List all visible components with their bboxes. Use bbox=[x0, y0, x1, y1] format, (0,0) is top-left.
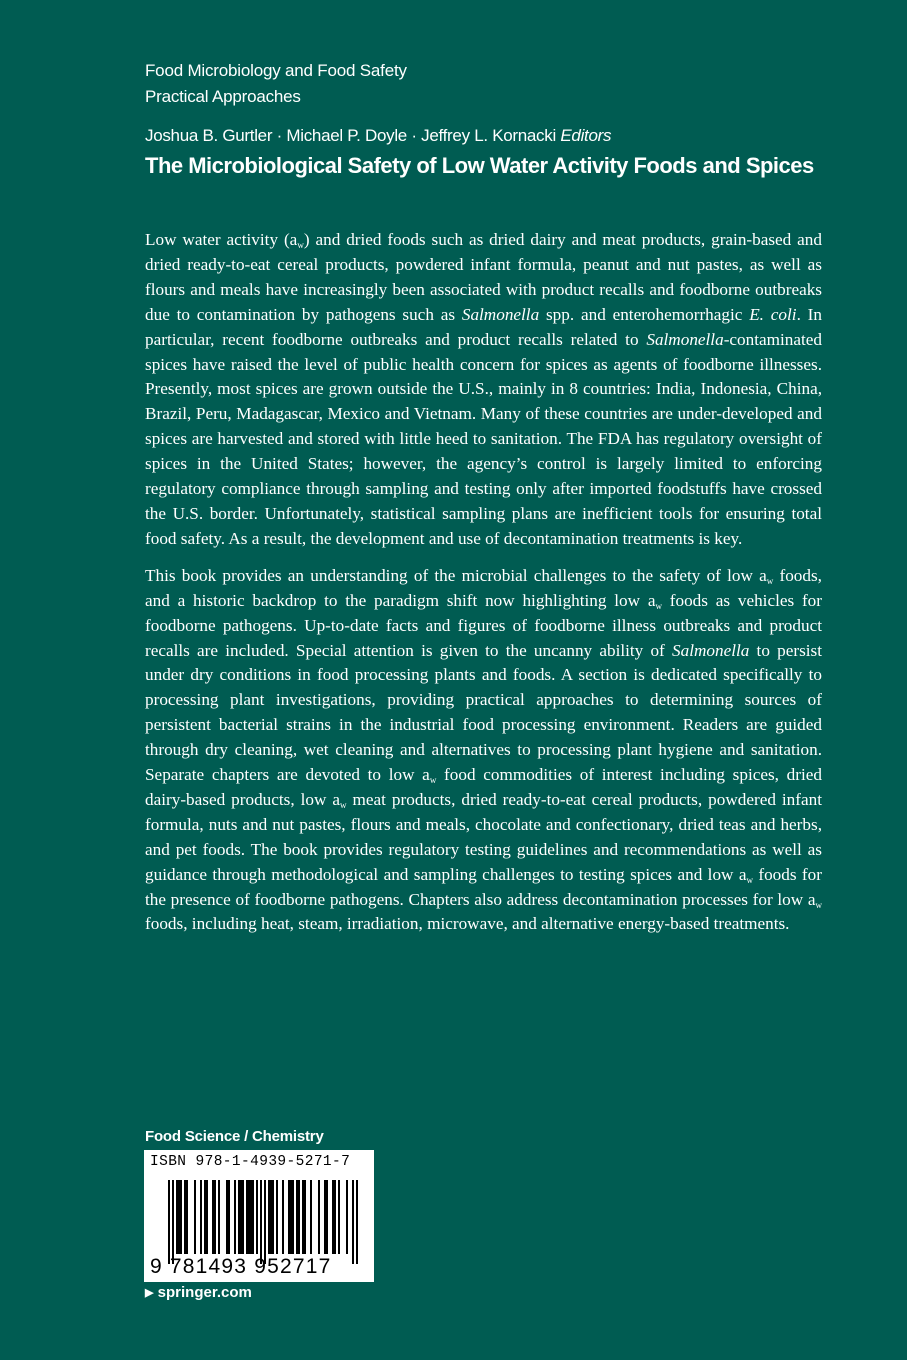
series-subtitle: Practical Approaches bbox=[145, 87, 301, 106]
barcode-bar bbox=[268, 1180, 270, 1254]
subscript: w bbox=[746, 874, 753, 885]
barcode-bar bbox=[256, 1180, 258, 1254]
barcode-bar bbox=[338, 1180, 340, 1254]
editors-role: Editors bbox=[560, 126, 612, 145]
barcode-bar bbox=[228, 1180, 230, 1254]
barcode-bar bbox=[324, 1180, 326, 1254]
barcode-bar bbox=[200, 1180, 202, 1254]
barcode-bar bbox=[250, 1180, 252, 1254]
barcode-bar bbox=[264, 1180, 266, 1264]
barcode-bar bbox=[352, 1180, 354, 1264]
barcode-bar bbox=[270, 1180, 272, 1254]
barcode-bar bbox=[168, 1180, 170, 1264]
barcode-bar bbox=[180, 1180, 182, 1254]
barcode-bar bbox=[194, 1180, 196, 1254]
barcode-bar bbox=[260, 1180, 262, 1264]
barcode-bar bbox=[296, 1180, 298, 1254]
barcode-bar bbox=[282, 1180, 284, 1254]
barcode-bar bbox=[304, 1180, 306, 1254]
barcode-bar bbox=[292, 1180, 294, 1254]
barcode-bar bbox=[176, 1180, 178, 1254]
italic-term: Salmonella bbox=[672, 640, 750, 660]
blurb-paragraph-1: Low water activity $(a_w)$ and dried foods such as dried dairy and meat products, grain-based and dried ready-to-eat cereal products, powdered infant formula, peanut and nut pastes, as well as flours and meals have increasingly been associated with product recalls and foodborne outbreaks due to contamination by pathogens such as Salmonella spp. and enterohemorrhagic E. coli. In particular, recent foodborne outbreaks and product recalls related to Salmonella-contaminated spices have raised the level of public health concern for spices as agents of foodborne illnesses. Presently, most spices are grown outside the U.S., mainly in 8 countries: India, Indonesia, China, Brazil, Peru, Madagascar, Mexico and Vietnam. Many of these countries are under-developed and spices are harvested and stored with little heed to sanitation. The FDA has regulatory oversight of spices in the United States; however, the agency’s control is largely limited to enforcing regulatory compliance through sampling and testing only after imported foodstuffs have crossed the U.S. border. Unfortunately, statistical sampling plans are inefficient tools for ensuring total food safety. As a result, the development and use of decontamination treatments is key. bbox=[145, 230, 822, 548]
barcode-bar bbox=[214, 1180, 216, 1254]
italic-term: Salmonella bbox=[646, 329, 724, 349]
editor-names: Joshua B. Gurtler · Michael P. Doyle · Jeffrey L. Kornacki bbox=[145, 126, 556, 145]
barcode-bar bbox=[334, 1180, 336, 1254]
barcode-bar bbox=[184, 1180, 186, 1254]
barcode-bar bbox=[206, 1180, 208, 1254]
series-title: Food Microbiology and Food Safety bbox=[145, 61, 407, 80]
subscript: w bbox=[655, 600, 662, 611]
barcode-bar bbox=[172, 1180, 174, 1264]
barcode-digits: 9 781493 952717 bbox=[150, 1255, 332, 1278]
barcode-bar bbox=[178, 1180, 180, 1254]
barcode-bar bbox=[298, 1180, 300, 1254]
barcode-bar bbox=[246, 1180, 248, 1254]
barcode-bar bbox=[346, 1180, 348, 1254]
barcode-bar bbox=[290, 1180, 292, 1254]
barcode-bar bbox=[310, 1180, 312, 1254]
arrow-right-icon: ▶ bbox=[145, 1287, 154, 1299]
barcode-bar bbox=[226, 1180, 228, 1254]
barcode-bar bbox=[252, 1180, 254, 1254]
barcode-bar bbox=[332, 1180, 334, 1254]
barcode-bar bbox=[238, 1180, 240, 1254]
subscript: w bbox=[815, 899, 822, 910]
barcode-bar bbox=[318, 1180, 320, 1254]
italic-term: E. coli bbox=[749, 304, 797, 324]
barcode-bar bbox=[186, 1180, 188, 1254]
publisher-link[interactable] bbox=[145, 1283, 252, 1303]
barcode-bar bbox=[240, 1180, 242, 1254]
barcode-bar bbox=[272, 1180, 274, 1254]
italic-term: Salmonella bbox=[461, 304, 540, 324]
back-cover-blurb bbox=[145, 228, 822, 937]
barcode-bar bbox=[356, 1180, 358, 1264]
subscript: w bbox=[429, 775, 437, 786]
series-block bbox=[145, 58, 407, 110]
publisher-url: springer.com bbox=[157, 1284, 252, 1301]
isbn-label: ISBN 978-1-4939-5271-7 bbox=[150, 1154, 351, 1170]
blurb-paragraph-2: This book provides an understanding of the microbial challenges to the safety of low $a_w$ foods, and a historic backdrop to the paradigm shift now highlighting low $a_w$ foods as vehicles for foodborne pathogens. Up-to-date facts and figures of foodborne illness outbreaks and product recalls are included. Special attention is given to the uncanny ability of Salmonella to persist under dry conditions in food processing plants and foods. A section is dedicated specifically to processing plant investigations, providing practical approaches to determining sources of persistent bacterial strains in the industrial food processing environment. Readers are guided through dry cleaning, wet cleaning and alternatives to processing plant hygiene and sanitation. Separate chapters are devoted to low $a_w$ food commodities of interest including spices, dried dairy-based products, low $a_w$ meat products, dried ready-to-eat cereal products, powdered infant formula, nuts and nut pastes, flours and meals, chocolate and confectionary, dried teas and herbs, and pet foods. The book provides regulatory testing guidelines and recommendations as well as guidance through methodological and sampling challenges to testing spices and low $a_w$ foods for the presence of foodborne pathogens. Chapters also address decontamination processes for low $a_w$ foods, including heat, steam, irradiation, microwave, and alternative energy-based treatments. bbox=[145, 565, 822, 934]
barcode-bar bbox=[276, 1180, 278, 1254]
subscript: w bbox=[766, 575, 774, 586]
barcode-bar bbox=[204, 1180, 206, 1254]
subscript: w bbox=[340, 799, 347, 810]
barcode-bar bbox=[242, 1180, 244, 1254]
barcode-bar bbox=[248, 1180, 250, 1254]
barcode-bar bbox=[234, 1180, 236, 1254]
editors-line bbox=[145, 124, 611, 148]
barcode-bar bbox=[288, 1180, 290, 1254]
barcode-bar bbox=[302, 1180, 304, 1254]
subscript: w bbox=[297, 240, 304, 250]
barcode-bar bbox=[212, 1180, 214, 1254]
isbn-barcode bbox=[144, 1150, 374, 1282]
book-title: The Microbiological Safety of Low Water Activity Foods and Spices bbox=[145, 153, 814, 178]
barcode-bar bbox=[218, 1180, 220, 1254]
subject-category: Food Science / Chemistry bbox=[145, 1128, 324, 1145]
barcode-bar bbox=[326, 1180, 328, 1254]
